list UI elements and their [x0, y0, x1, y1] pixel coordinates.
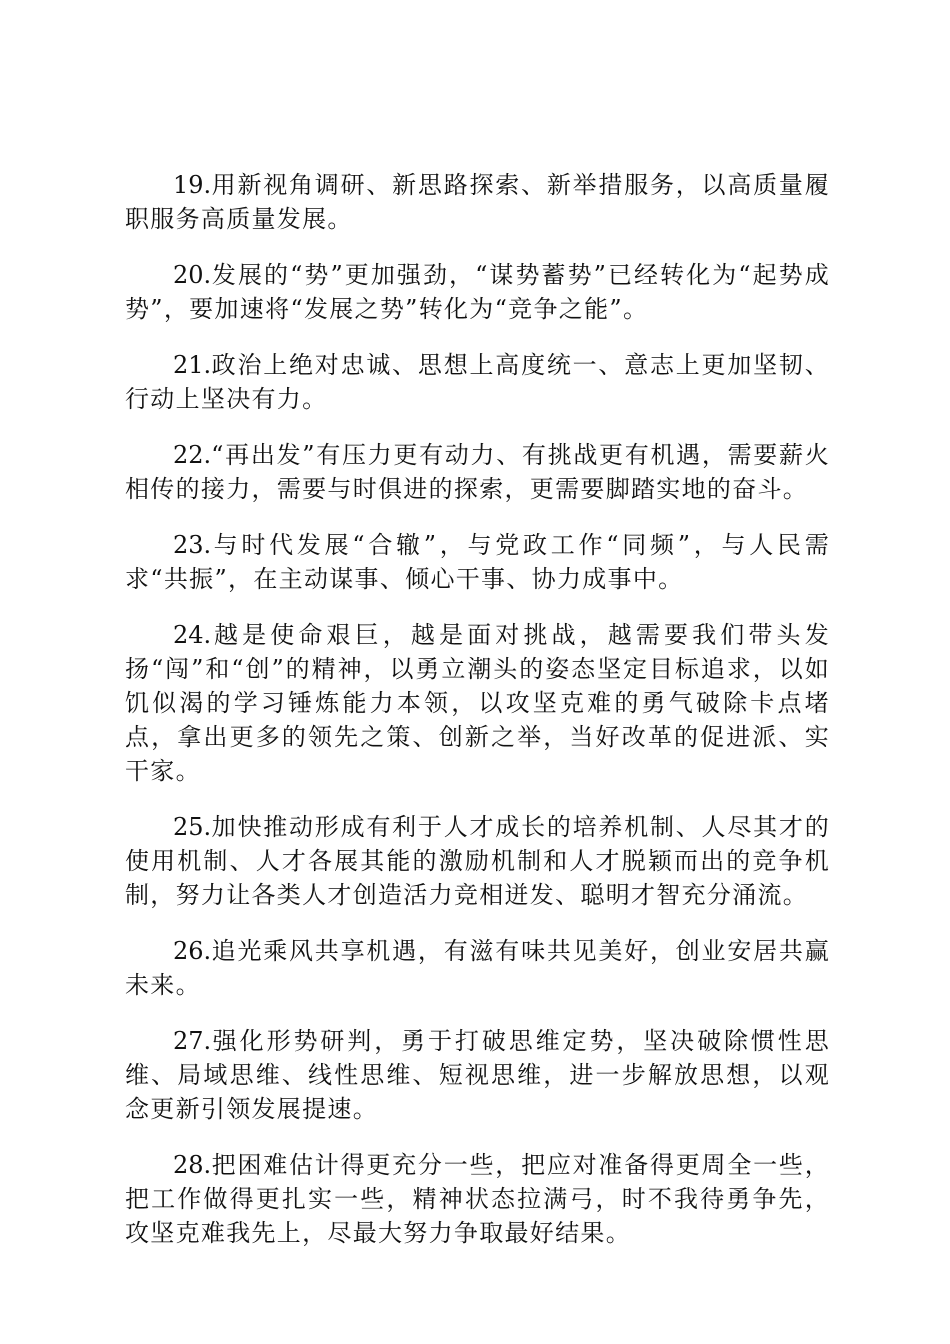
item-text: 与时代发展“合辙”，与党政工作“同频”，与人民需求“共振”，在主动谋事、倾心干事、协力成事中。: [125, 531, 830, 593]
list-item-21: [125, 348, 830, 416]
list-item-28: [125, 1148, 830, 1250]
item-text: 政治上绝对忠诚、思想上高度统一、意志上更加坚韧、行动上坚决有力。: [125, 351, 830, 413]
item-number: 24.: [173, 621, 212, 649]
list-item-26: [125, 934, 830, 1002]
item-number: 27.: [173, 1027, 212, 1055]
list-item-24: [125, 618, 830, 788]
item-number: 28.: [173, 1151, 212, 1179]
list-item-19: [125, 168, 830, 236]
item-text: 强化形势研判，勇于打破思维定势，坚决破除惯性思维、局域思维、线性思维、短视思维，进一步解放思想，以观念更新引领发展提速。: [125, 1027, 830, 1123]
list-item-20: [125, 258, 830, 326]
item-number: 19.: [173, 171, 212, 199]
item-number: 25.: [173, 813, 212, 841]
item-text: 加快推动形成有利于人才成长的培养机制、人尽其才的使用机制、人才各展其能的激励机制和人才脱颖而出的竞争机制，努力让各类人才创造活力竞相迸发、聪明才智充分涌流。: [125, 813, 830, 909]
item-text: “再出发”有压力更有动力、有挑战更有机遇，需要薪火相传的接力，需要与时俱进的探索，更需要脚踏实地的奋斗。: [125, 441, 830, 503]
list-item-27: [125, 1024, 830, 1126]
list-item-22: [125, 438, 830, 506]
item-text: 把困难估计得更充分一些，把应对准备得更周全一些，把工作做得更扎实一些，精神状态拉满弓，时不我待勇争先，攻坚克难我先上，尽最大努力争取最好结果。: [125, 1151, 830, 1247]
list-item-23: [125, 528, 830, 596]
item-number: 22.: [173, 441, 212, 469]
document-body: [125, 168, 830, 1272]
item-number: 21.: [173, 351, 212, 379]
item-text: 追光乘风共享机遇，有滋有味共见美好，创业安居共赢未来。: [125, 937, 830, 999]
list-item-25: [125, 810, 830, 912]
item-number: 26.: [173, 937, 212, 965]
item-number: 23.: [173, 531, 212, 559]
item-number: 20.: [173, 261, 212, 289]
item-text: 越是使命艰巨，越是面对挑战，越需要我们带头发扬“闯”和“创”的精神，以勇立潮头的姿态坚定目标追求，以如饥似渴的学习锤炼能力本领，以攻坚克难的勇气破除卡点堵点，拿出更多的领先之策、创新之举，当好改革的促进派、实干家。: [125, 621, 830, 785]
item-text: 用新视角调研、新思路探索、新举措服务，以高质量履职服务高质量发展。: [125, 171, 830, 233]
item-text: 发展的“势”更加强劲，“谋势蓄势”已经转化为“起势成势”，要加速将“发展之势”转化为“竞争之能”。: [125, 261, 830, 323]
